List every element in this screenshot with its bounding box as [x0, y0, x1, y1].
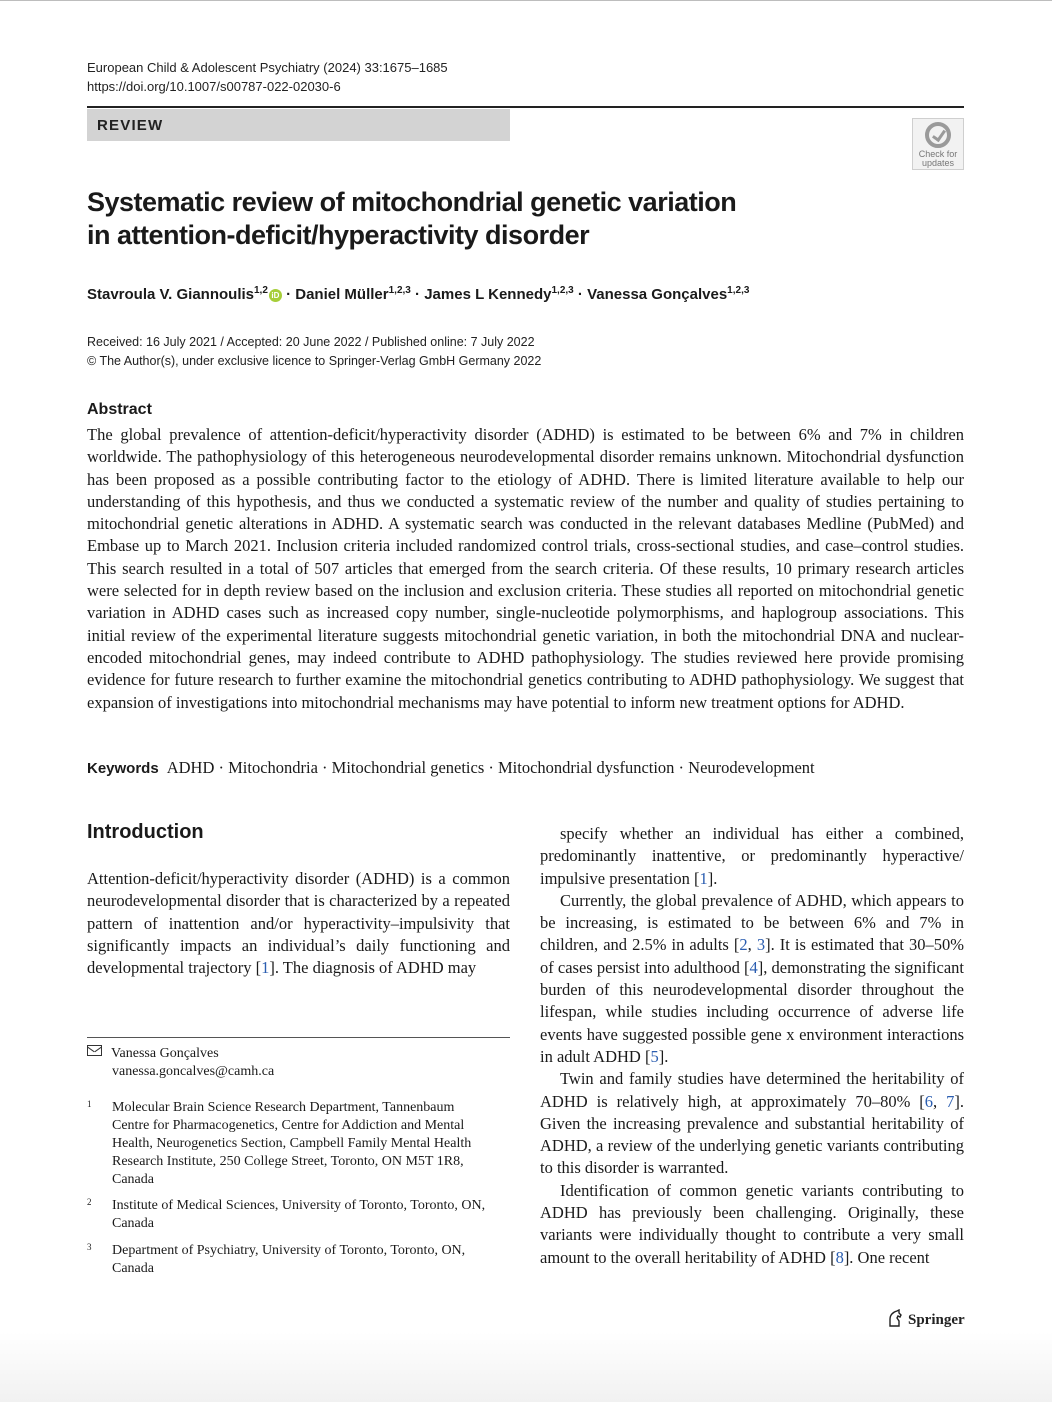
citation-separator: , — [933, 1091, 947, 1111]
affiliation-text: Molecular Brain Science Research Department, Tannenbaum Centre for Pharmacogenetics, Centre for Addiction and Mental Health, Neurogenetics Section, Campbell Family Mental Health Research Institute, 250 College Street, Toronto, ON M5T 1R8, Canada — [112, 1100, 472, 1187]
keywords-list: ADHD · Mitochondria · Mitochondrial genetics · Mitochondrial dysfunction · Neurodevelopment — [166, 758, 815, 777]
citation-link[interactable]: 8 — [835, 1247, 844, 1267]
affiliation-1 — [87, 1099, 510, 1189]
paragraph-text: Currently, the global prevalence of ADHD, which appears to be increasing, is estimated to be between 6% and 7% in children, and 2.5% in adults [ — [540, 890, 964, 955]
affiliation-number: 1 — [87, 1099, 92, 1109]
introduction-heading: Introduction — [87, 821, 204, 843]
paragraph-text: specify whether an individual has either a combined, predominantly inattentive, or predominantly hyperactive/ impulsive presentation [ — [540, 824, 964, 888]
copyright-notice: © The Author(s), under exclusive licence to Springer-Verlag GmbH Germany 2022 — [87, 354, 542, 368]
page-bottom-shadow — [0, 1332, 1052, 1402]
author-name[interactable]: Vanessa Gonçalves — [587, 286, 728, 303]
corresponding-email[interactable]: vanessa.goncalves@camh.ca — [112, 1064, 275, 1079]
paragraph-text: Attention-deficit/hyperactivity disorder (ADHD) is a common neurodevelopmental disorder that is characterized by a repeated pattern of inattention and/or hyperactivity–impulsivity that significantly impacts an individual’s daily functioning and developmental trajectory [ — [87, 869, 510, 978]
article-title — [87, 186, 867, 252]
author-affiliation: 1,2 — [254, 285, 268, 296]
section-label: REVIEW — [87, 109, 510, 141]
intro-paragraph-3 — [540, 1068, 964, 1179]
author-name[interactable]: James L Kennedy — [424, 286, 552, 303]
citation-link[interactable]: 7 — [946, 1091, 955, 1111]
orcid-icon[interactable]: iD — [269, 289, 282, 302]
paragraph-text: ]. One recent — [843, 1247, 930, 1267]
affiliation-3 — [87, 1242, 510, 1278]
paragraph-text: ]. Given the increasing prevalence and substantial heritability of ADHD, a review of the underlying genetic variants contributing to this disorder is warranted. — [540, 1091, 964, 1178]
footnote-rule — [87, 1037, 510, 1038]
corresponding-author — [87, 1045, 274, 1081]
keywords-line — [87, 757, 815, 780]
abstract-text: The global prevalence of attention-deficit/hyperactivity disorder (ADHD) is estimated to be between 6% and 7% in children worldwide. The pathophysiology of this heterogeneous neurodevelopmental disorder remains unknown. Mitochondrial dysfunction has been proposed as a possible contributing factor to the etiology of ADHD. There is limited literature available to help our understanding of this hypothesis, and thus we conducted a systematic review of the number and quality of studies pertaining to mitochondrial genetic alterations in ADHD. A systematic search was conducted in the relevant databases Medline (PubMed) and Embase up to March 2021. Inclusion criteria included randomized control trials, cross-sectional studies, and case–control studies. This search resulted in a total of 507 articles that emerged from the search criteria. Of these results, 10 primary research articles were selected for in depth review based on the inclusion and exclusion criteria. These studies all reported on mitochondrial genetic variation in ADHD cases such as increased copy number, single-nucleotide polymorphisms, and haplogroup associations. This initial review of the experimental literature suggests mitochondrial genetic variation, in both the mitochondrial DNA and nuclear-encoded mitochondrial genes, may indeed contribute to ADHD pathophysiology. The studies reviewed here provide promising evidence for future research to further examine the mitochondrial genetics contributing to ADHD pathophysiology. We suggest that expansion of investigations into mitochondrial mechanisms may have potential to inform new treatment options for ADHD. — [87, 425, 964, 712]
paragraph-text: ]. It is estimated that 30–50% of cases persist into adulthood [ — [540, 935, 965, 977]
paragraph-text: ]. The diagnosis of ADHD may — [269, 958, 477, 978]
journal-header — [87, 58, 448, 96]
top-border — [0, 0, 1052, 1]
affiliation-text: Department of Psychiatry, University of Toronto, Toronto, ON, Canada — [112, 1243, 466, 1276]
author-list — [87, 281, 749, 305]
header-rule — [87, 106, 964, 108]
paragraph-text: ], demonstrating the significant burden of this neurodevelopmental disorder throughout the lifespan, while studies including occurrence of adverse life events have suggested possible gene x environment interactions in adult ADHD [ — [540, 957, 964, 1066]
intro-paragraph-1 — [87, 868, 510, 979]
envelope-icon — [87, 1045, 102, 1056]
affiliation-number: 2 — [87, 1197, 92, 1207]
intro-paragraph-2 — [540, 890, 964, 1068]
author-separator: · — [281, 286, 296, 303]
citation-link[interactable]: 1 — [261, 958, 270, 978]
paragraph-text: ]. — [707, 868, 718, 888]
author-name[interactable]: Stavroula V. Giannoulis — [87, 286, 254, 303]
paragraph-text: Identification of common genetic variants contributing to ADHD has previously been challenging. Originally, these variants were individually thought to contribute a very small amount to the overall heritability of ADHD [ — [540, 1180, 964, 1267]
citation-separator: , — [747, 935, 757, 955]
doi-link[interactable]: https://doi.org/10.1007/s00787-022-02030-6 — [87, 79, 341, 94]
author-affiliation: 1,2,3 — [727, 285, 750, 296]
citation-link[interactable]: 2 — [739, 935, 748, 955]
history-dates: Received: 16 July 2021 / Accepted: 20 June 2022 / Published online: 7 July 2022 — [87, 335, 535, 349]
abstract-heading: Abstract — [87, 401, 152, 418]
springer-horse-icon — [887, 1309, 903, 1327]
intro-paragraph-continued — [540, 823, 964, 890]
publisher-name: Springer — [908, 1312, 965, 1328]
citation-link[interactable]: 3 — [756, 935, 766, 955]
citation-link[interactable]: 4 — [749, 957, 758, 977]
journal-citation: European Child & Adolescent Psychiatry (2024) 33:1675–1685 — [87, 60, 448, 75]
title-line-1: Systematic review of mitochondrial genetic variation — [87, 187, 737, 217]
citation-link[interactable]: 5 — [650, 1046, 659, 1066]
affiliation-text: Institute of Medical Sciences, University of Toronto, Toronto, ON, Canada — [112, 1198, 486, 1231]
paragraph-text: Twin and family studies have determined the heritability of ADHD is relatively high, at approximately 70–80% [ — [540, 1069, 964, 1111]
citation-link[interactable]: 1 — [699, 868, 708, 888]
affiliation-number: 3 — [87, 1242, 92, 1252]
publisher-logo — [887, 1309, 965, 1329]
intro-paragraph-4 — [540, 1180, 964, 1269]
citation-link[interactable]: 6 — [924, 1091, 934, 1111]
publication-dates — [87, 333, 541, 371]
affiliation-2 — [87, 1197, 510, 1233]
author-separator: · — [410, 286, 425, 303]
title-line-2: in attention-deficit/hyperactivity disorder — [87, 220, 590, 250]
check-updates-icon — [925, 122, 951, 148]
check-for-updates-badge[interactable] — [912, 118, 964, 170]
corresponding-name: Vanessa Gonçalves — [111, 1046, 219, 1061]
author-name[interactable]: Daniel Müller — [295, 286, 389, 303]
check-updates-label: Check for updates — [918, 149, 958, 168]
paragraph-text: ]. — [658, 1046, 669, 1066]
keywords-label: Keywords — [87, 760, 159, 777]
author-separator: · — [573, 286, 588, 303]
author-affiliation: 1,2,3 — [551, 285, 574, 296]
author-affiliation: 1,2,3 — [388, 285, 411, 296]
right-column — [540, 823, 964, 1269]
